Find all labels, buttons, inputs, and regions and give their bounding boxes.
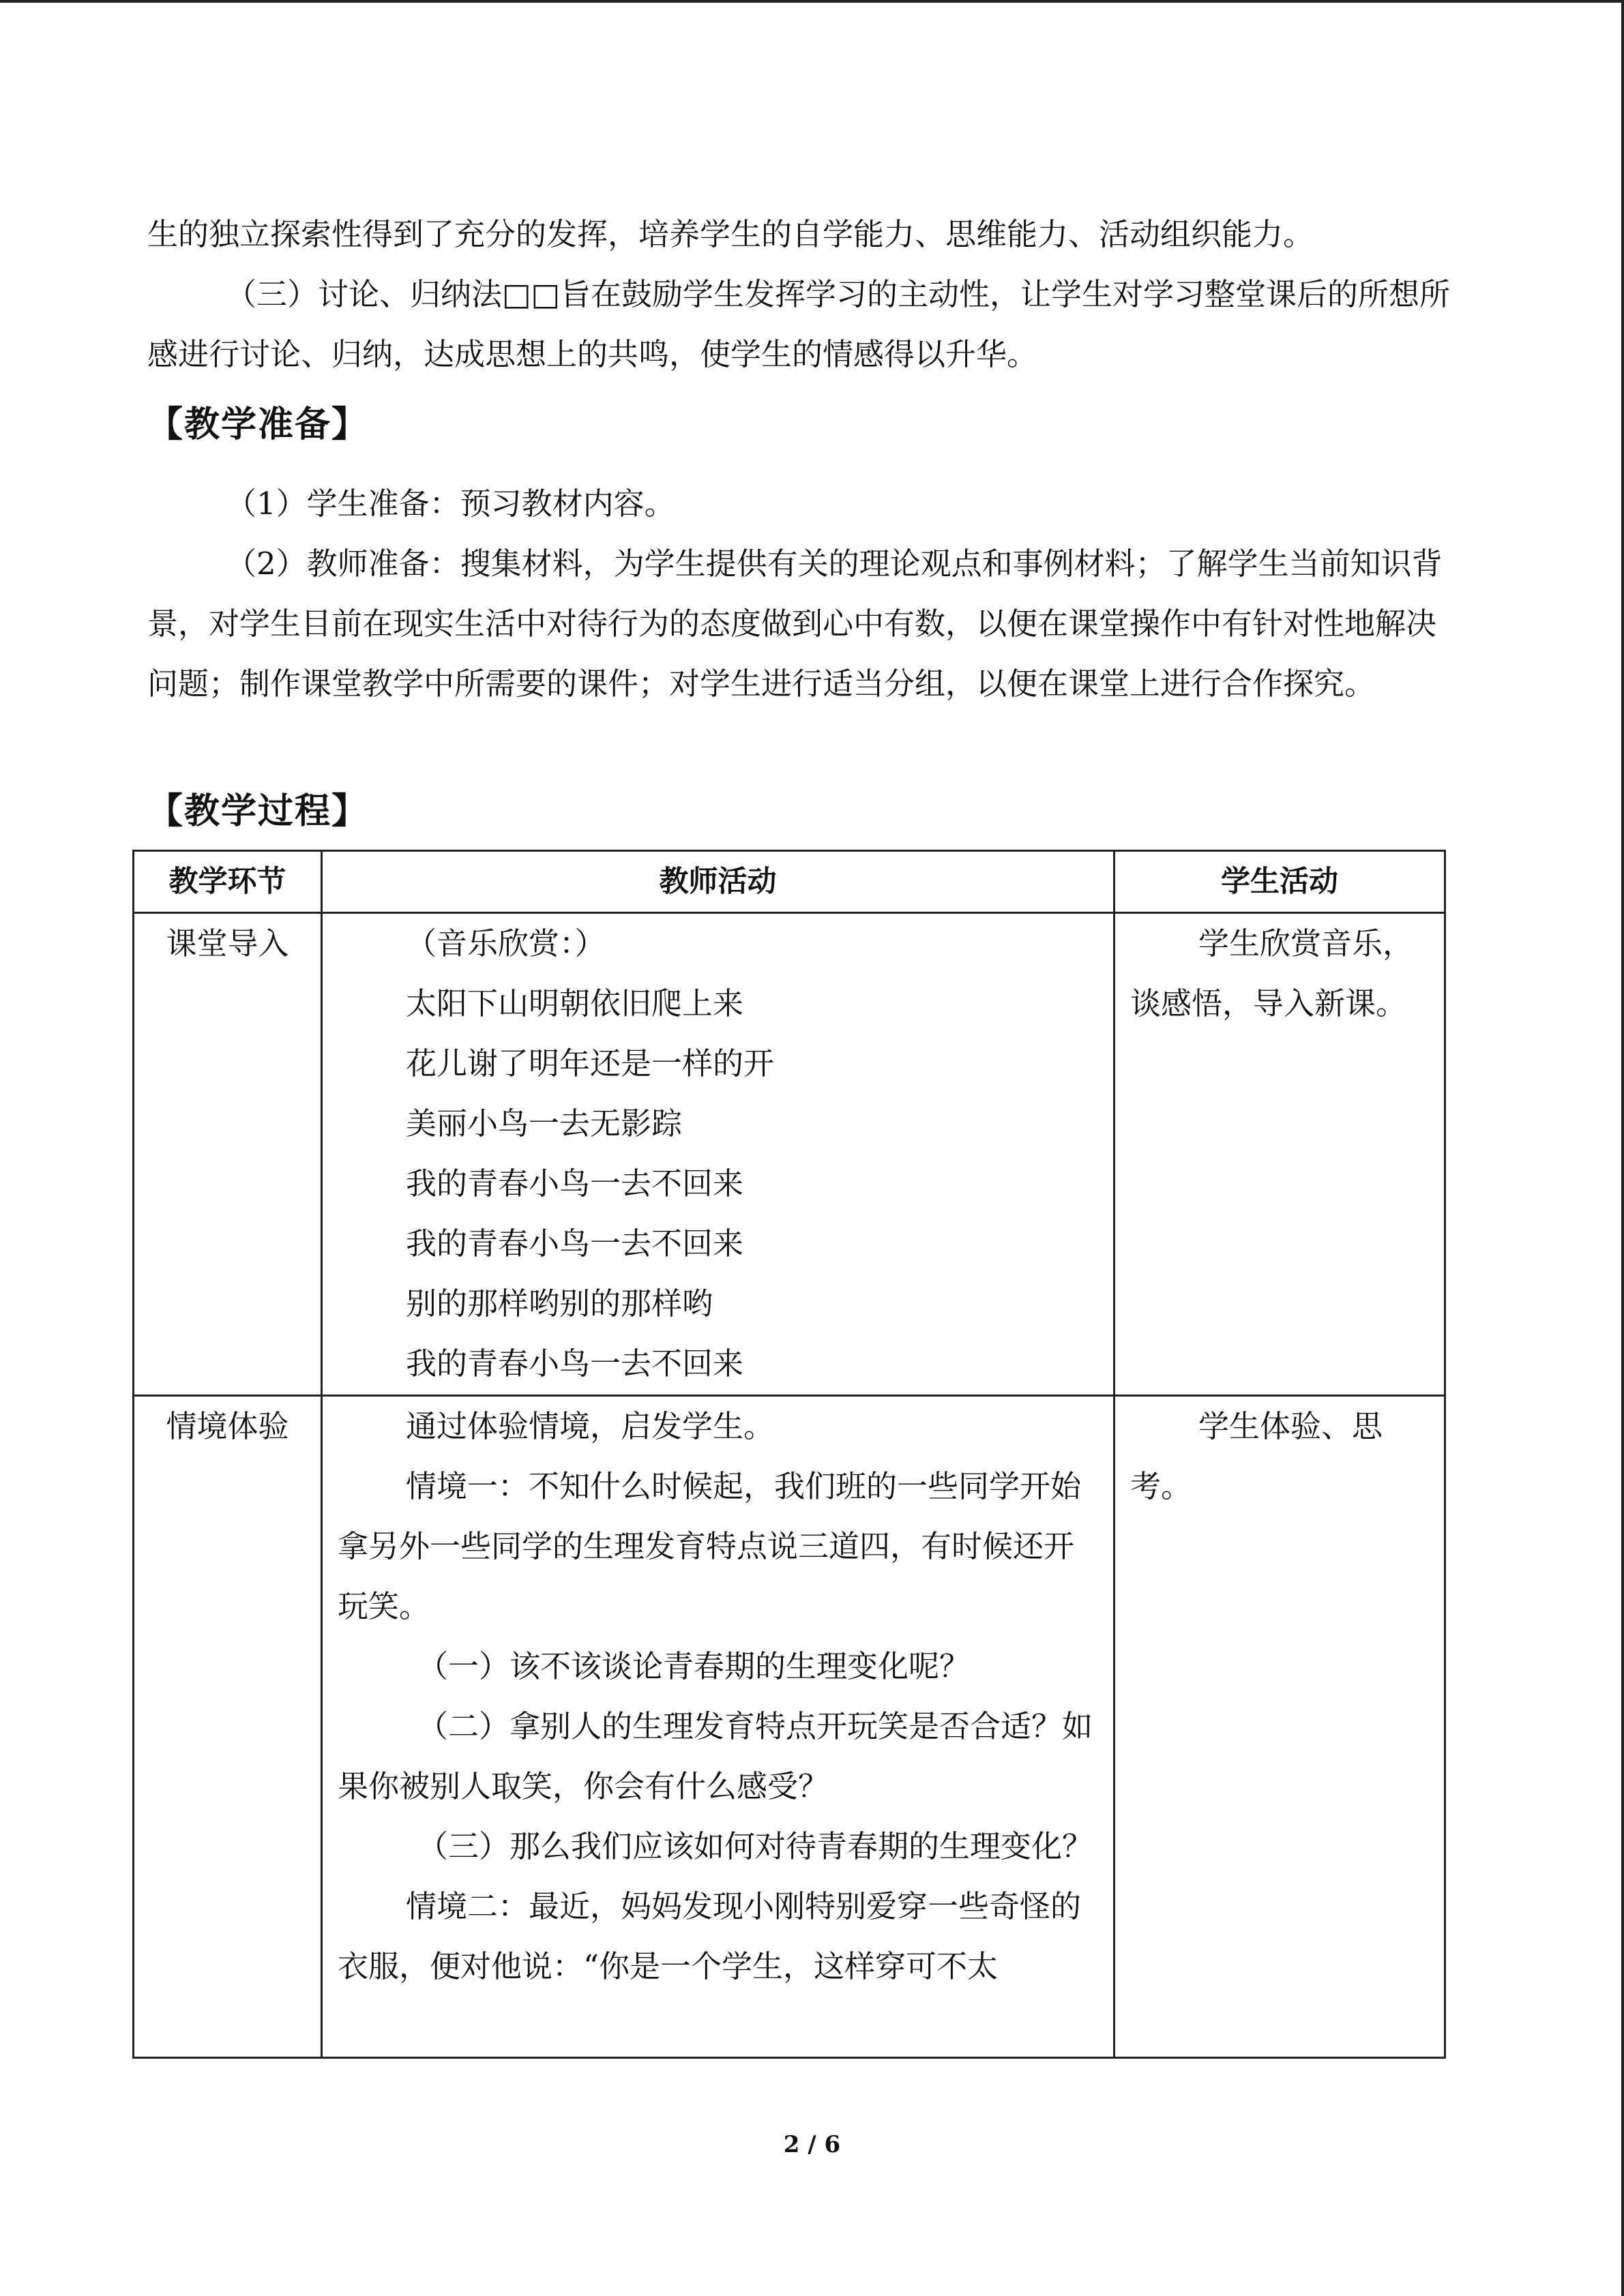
page-border-right xyxy=(1621,0,1624,2296)
music-appreciation-label: （音乐欣赏：） xyxy=(406,925,606,961)
question-text: （三）那么我们应该如何对待青春期的生理变化？ xyxy=(417,1828,1093,1864)
lyric-line: 美丽小鸟一去无影踪 xyxy=(406,1105,683,1142)
page-border-top xyxy=(0,0,1624,3)
lyric-line: 别的那样哟别的那样哟 xyxy=(406,1285,713,1322)
lyric-line: 我的青春小鸟一去不回来 xyxy=(406,1165,744,1202)
table-row xyxy=(134,1396,1445,2058)
lyric-line: 我的青春小鸟一去不回来 xyxy=(406,1225,744,1262)
header-stage: 教学环节 xyxy=(134,851,322,913)
teacher-activity-cell xyxy=(322,913,1114,1396)
student-preparation: （1）学生准备：预习教材内容。 xyxy=(226,486,675,522)
question-text: （一）该不该谈论青春期的生理变化呢？ xyxy=(417,1648,971,1684)
student-activity-text: 学生体验、思考。 xyxy=(1130,1408,1383,1504)
teaching-process-table xyxy=(132,850,1446,2059)
page-number: 2 / 6 xyxy=(783,2131,841,2158)
question-text: （二）拿别人的生理发育特点开玩笑是否合适？如果你被别人取笑，你会有什么感受？ xyxy=(338,1708,1093,1804)
teaching-process-heading: 【教学过程】 xyxy=(147,791,369,832)
method-text-continued: 生的独立探索性得到了充分的发挥，培养学生的自学能力、思维能力、活动组织能力。 xyxy=(147,216,1314,252)
scenario-one-text: 情境一：不知什么时候起，我们班的一些同学开始拿另外一些同学的生理发育特点说三道四，有时候还开玩笑。 xyxy=(338,1468,1082,1624)
student-activity-cell xyxy=(1114,1396,1445,2058)
student-activity-text: 学生欣赏音乐，谈感悟，导入新课。 xyxy=(1130,925,1414,1022)
lyric-line: 花儿谢了明年还是一样的开 xyxy=(406,1045,775,1082)
method-discussion-paragraph: （三）讨论、归纳法□□旨在鼓励学生发挥学习的主动性，让学生对学习整堂课后的所想所感进行讨论、归纳，达成思想上的共鸣，使学生的情感得以升华。 xyxy=(147,276,1451,372)
teacher-preparation: （2）教师准备：搜集材料，为学生提供有关的理论观点和事例材料；了解学生当前知识背景，对学生目前在现实生活中对待行为的态度做到心中有数，以便在课堂操作中有针对性地解决问题；制作课堂教学中所需要的课件；对学生进行适当分组，以便在课堂上进行合作探究。 xyxy=(147,546,1443,702)
table-row xyxy=(134,913,1445,1396)
stage-cell: 情境体验 xyxy=(134,1396,322,2058)
lyric-line: 我的青春小鸟一去不回来 xyxy=(406,1345,744,1382)
stage-cell: 课堂导入 xyxy=(134,913,322,1396)
header-teacher-activity: 教师活动 xyxy=(322,851,1114,913)
scenario-two-text: 情境二：最近，妈妈发现小刚特别爱穿一些奇怪的衣服，便对他说：“你是一个学生，这样穿可不太 xyxy=(338,1888,1082,1984)
student-activity-cell xyxy=(1114,913,1445,1396)
header-student-activity: 学生活动 xyxy=(1114,851,1445,913)
activity-text: 通过体验情境，启发学生。 xyxy=(406,1408,775,1444)
table-header-row xyxy=(134,851,1445,913)
teacher-activity-cell xyxy=(322,1396,1114,2058)
teaching-preparation-heading: 【教学准备】 xyxy=(147,404,369,445)
lyric-line: 太阳下山明朝依旧爬上来 xyxy=(406,985,744,1022)
